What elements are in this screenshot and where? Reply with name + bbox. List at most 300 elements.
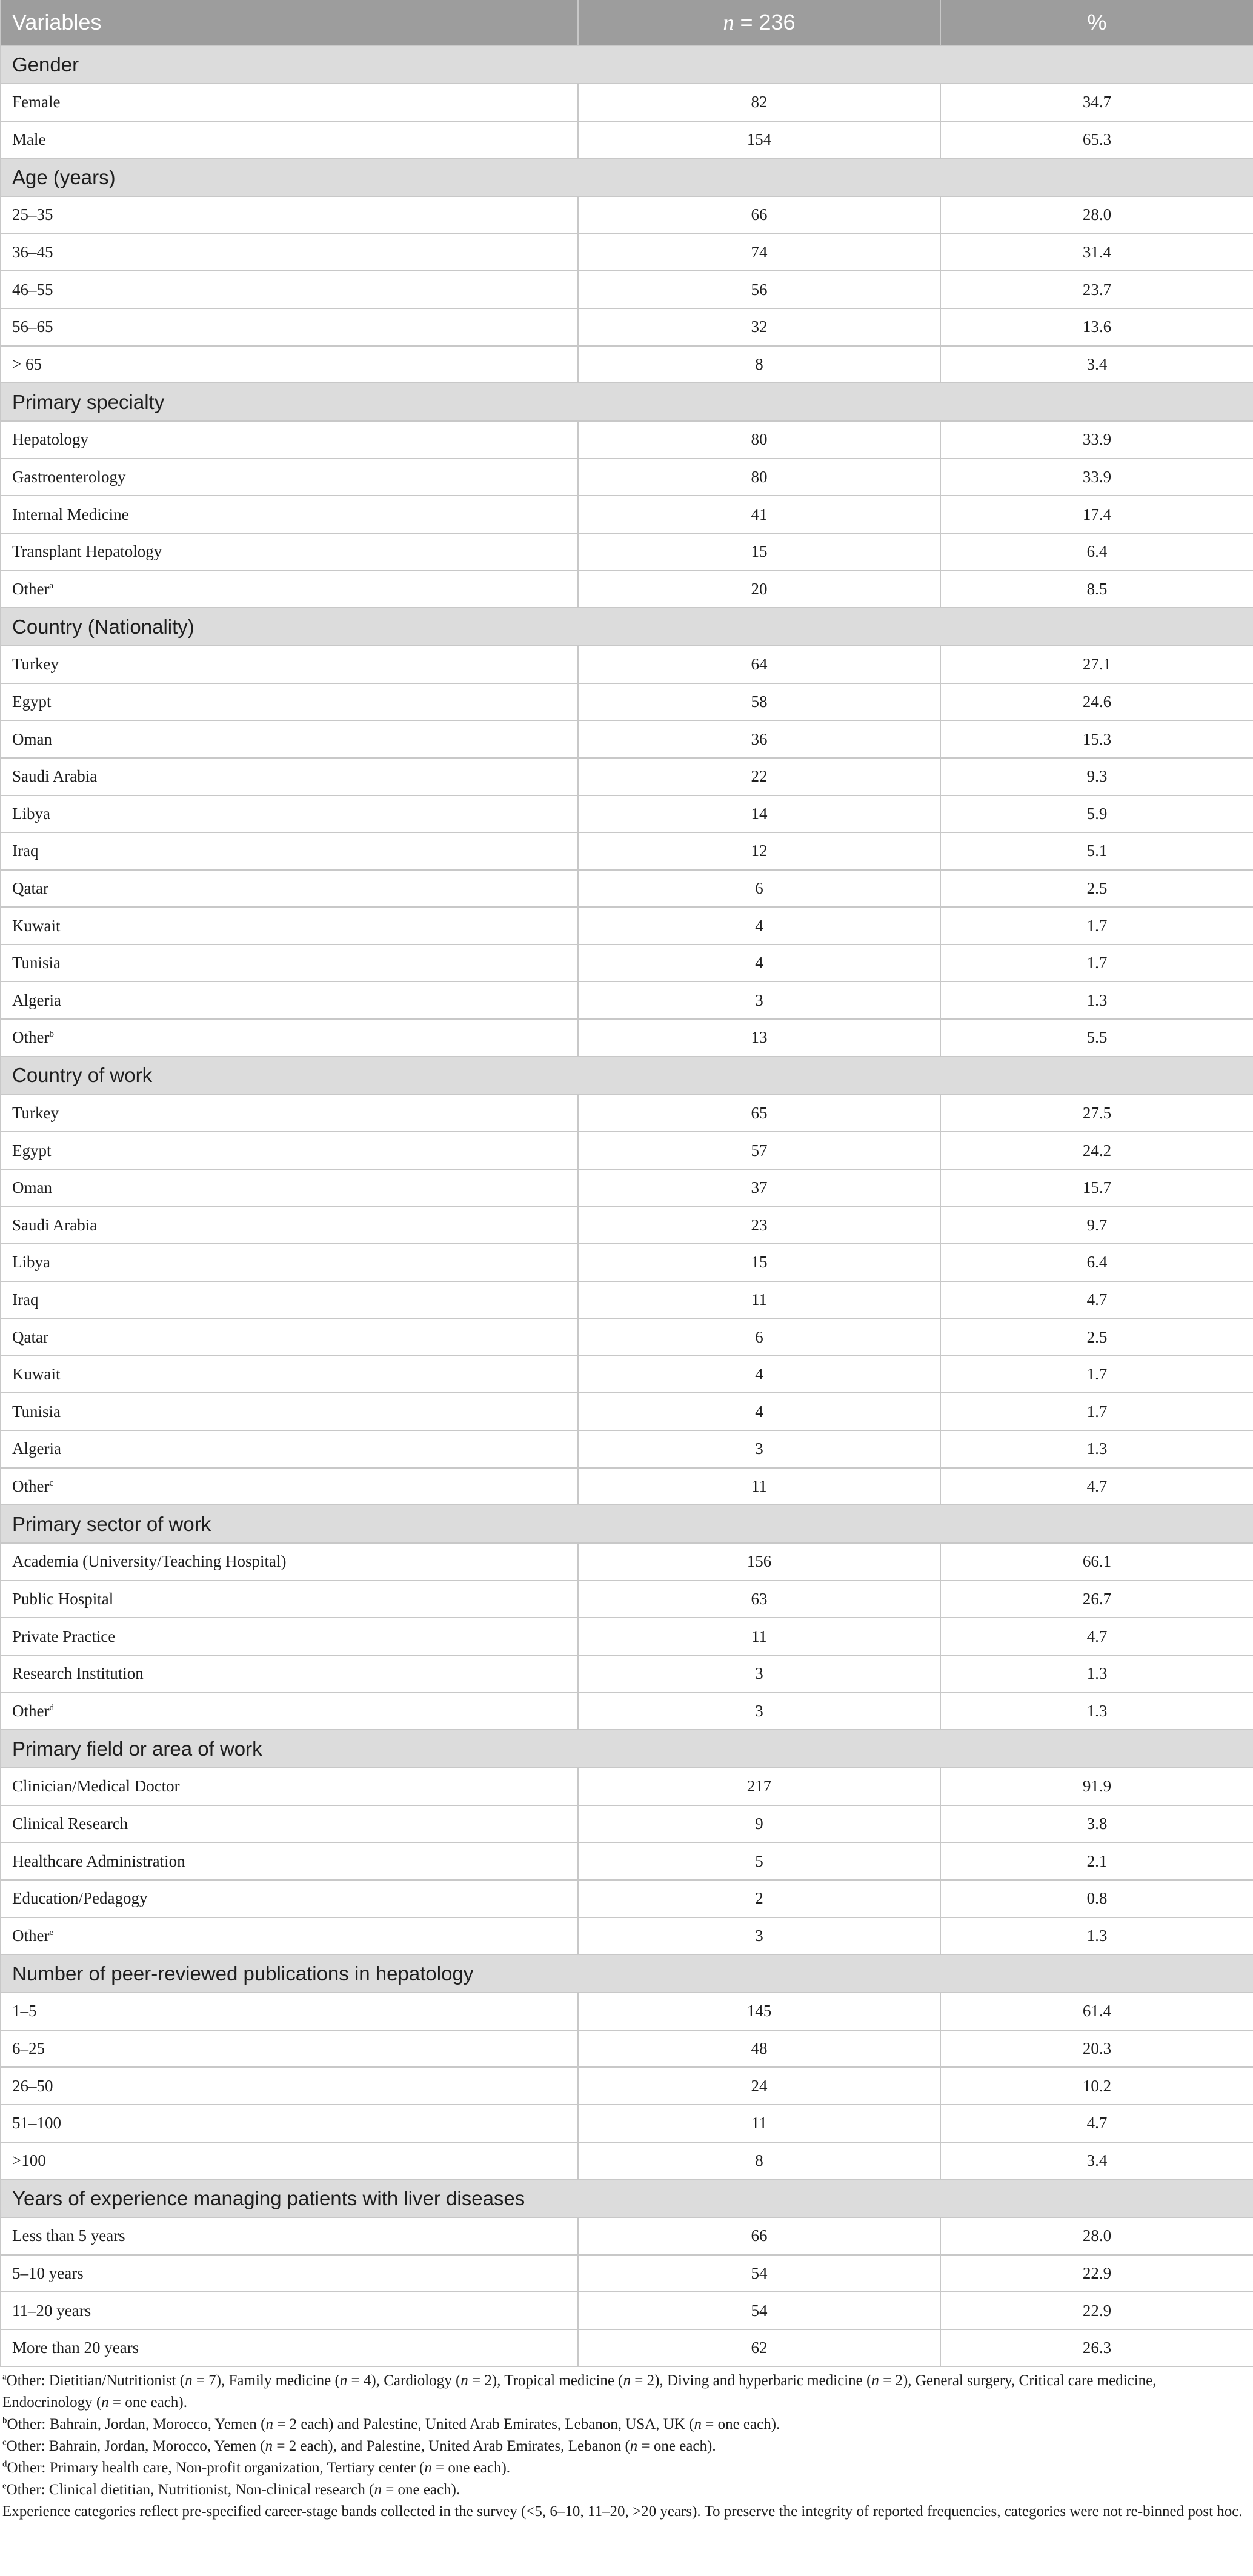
- percent-cell: 1.7: [940, 1393, 1253, 1430]
- table-row: [1, 1693, 1253, 1730]
- percent-cell: 10.2: [940, 2067, 1253, 2105]
- header-n-symbol: n: [723, 10, 734, 35]
- row-label-cell: [1, 646, 578, 683]
- row-label-cell: [1, 533, 578, 571]
- count-cell: 4: [578, 944, 940, 982]
- row-label: Internal Medicine: [12, 505, 129, 523]
- percent-cell: 4.7: [940, 1281, 1253, 1319]
- row-label-cell: [1, 944, 578, 982]
- percent-cell: 65.3: [940, 121, 1253, 159]
- row-label-cell: [1, 234, 578, 271]
- footnote-text: = 2 each) and Palestine, United Arab Emirates, Lebanon, USA, UK (: [273, 2416, 694, 2432]
- count-cell: 54: [578, 2255, 940, 2292]
- percent-cell: 24.6: [940, 683, 1253, 721]
- row-label-cell: [1, 720, 578, 758]
- percent-cell: 20.3: [940, 2030, 1253, 2068]
- table-row: [1, 571, 1253, 608]
- row-label-cell: [1, 683, 578, 721]
- row-label: Less than 5 years: [12, 2226, 125, 2245]
- footnote-text: = 2), Diving and hyperbaric medicine (: [631, 2372, 872, 2389]
- row-label-cell: [1, 496, 578, 533]
- count-cell: 54: [578, 2292, 940, 2329]
- row-label: Gastroenterology: [12, 468, 126, 486]
- percent-cell: 2.5: [940, 870, 1253, 908]
- row-label: 26–50: [12, 2076, 53, 2095]
- percent-cell: 33.9: [940, 421, 1253, 459]
- percent-cell: 15.7: [940, 1169, 1253, 1207]
- footnote-marker: b: [49, 1029, 54, 1040]
- table-row: [1, 1468, 1253, 1505]
- row-label-cell: [1, 1993, 578, 2030]
- table-row: [1, 870, 1253, 908]
- count-cell: 4: [578, 1356, 940, 1393]
- footnote-text: = 2), General surgery, Critical care medicine, Endocrinology (: [2, 2372, 1157, 2411]
- footnote-marker: c: [49, 1478, 54, 1488]
- row-label-cell: [1, 1095, 578, 1132]
- row-label: Iraq: [12, 842, 39, 860]
- footnote-n-symbol: n: [623, 2372, 631, 2389]
- percent-cell: 3.4: [940, 346, 1253, 383]
- table-row: [1, 1244, 1253, 1281]
- row-label-cell: [1, 2142, 578, 2180]
- row-label: Kuwait: [12, 1365, 61, 1384]
- row-label: Algeria: [12, 991, 61, 1009]
- row-label-cell: [1, 2217, 578, 2255]
- table-row: [1, 907, 1253, 944]
- row-label: Libya: [12, 804, 50, 823]
- table-row: [1, 121, 1253, 159]
- table-row: [1, 2105, 1253, 2142]
- count-cell: 13: [578, 1019, 940, 1057]
- percent-cell: 1.3: [940, 1917, 1253, 1955]
- row-label-cell: [1, 1356, 578, 1393]
- row-label-cell: [1, 2292, 578, 2329]
- percent-cell: 24.2: [940, 1132, 1253, 1169]
- row-label-cell: [1, 1581, 578, 1618]
- row-label: Oman: [12, 1178, 52, 1197]
- percent-cell: 5.5: [940, 1019, 1253, 1057]
- percent-cell: 33.9: [940, 459, 1253, 496]
- table-row: [1, 832, 1253, 870]
- table-row: [1, 981, 1253, 1019]
- row-label: 51–100: [12, 2114, 61, 2133]
- footnote: [2, 2479, 1245, 2501]
- table-row: [1, 234, 1253, 271]
- header-row: [1, 0, 1253, 45]
- section-title: Years of experience managing patients with liver diseases: [1, 2179, 1253, 2217]
- table-row: [1, 1393, 1253, 1430]
- row-label: Transplant Hepatology: [12, 542, 162, 561]
- section-title: Primary sector of work: [1, 1505, 1253, 1543]
- table-row: [1, 1655, 1253, 1693]
- row-label: Private Practice: [12, 1627, 116, 1645]
- row-label-cell: [1, 2329, 578, 2367]
- table-row: [1, 1768, 1253, 1805]
- row-label-cell: [1, 1393, 578, 1430]
- footnote-text: = 2 each), and Palestine, United Arab Emirates, Lebanon (: [273, 2438, 630, 2454]
- section-title: Primary specialty: [1, 383, 1253, 421]
- section-row: [1, 2179, 1253, 2217]
- footnote: [2, 2370, 1245, 2414]
- count-cell: 3: [578, 1430, 940, 1468]
- footnote-n-symbol: n: [265, 2416, 273, 2432]
- table-row: [1, 496, 1253, 533]
- row-label: Iraq: [12, 1290, 39, 1309]
- row-label-cell: [1, 196, 578, 234]
- header-variables: Variables: [1, 0, 578, 45]
- row-label: Clinical Research: [12, 1814, 128, 1833]
- footnote-text: = one each).: [637, 2438, 716, 2454]
- percent-cell: 6.4: [940, 533, 1253, 571]
- percent-cell: 4.7: [940, 2105, 1253, 2142]
- count-cell: 82: [578, 84, 940, 121]
- section-title: Primary field or area of work: [1, 1730, 1253, 1768]
- count-cell: 80: [578, 459, 940, 496]
- table-row: [1, 2030, 1253, 2068]
- section-title: Country (Nationality): [1, 608, 1253, 646]
- percent-cell: 15.3: [940, 720, 1253, 758]
- count-cell: 14: [578, 795, 940, 833]
- row-label-cell: [1, 2255, 578, 2292]
- row-label: Other: [12, 1701, 50, 1720]
- table-row: [1, 795, 1253, 833]
- row-label: Male: [12, 130, 46, 148]
- row-label: Egypt: [12, 1141, 52, 1160]
- footnote-marker: d: [49, 1702, 54, 1713]
- table-header: [1, 0, 1253, 45]
- header-n: [578, 0, 940, 45]
- table-row: [1, 646, 1253, 683]
- footnote-marker: a: [2, 2372, 7, 2382]
- row-label-cell: [1, 459, 578, 496]
- percent-cell: 31.4: [940, 234, 1253, 271]
- row-label-cell: [1, 2105, 578, 2142]
- footnote-n-symbol: n: [185, 2372, 193, 2389]
- row-label: Turkey: [12, 1103, 59, 1122]
- footnote-marker: a: [49, 580, 54, 591]
- row-label-cell: [1, 907, 578, 944]
- row-label: Saudi Arabia: [12, 767, 98, 786]
- count-cell: 66: [578, 2217, 940, 2255]
- count-cell: 20: [578, 571, 940, 608]
- count-cell: 37: [578, 1169, 940, 1207]
- footnote-n-symbol: n: [694, 2416, 702, 2432]
- row-label: 46–55: [12, 280, 53, 299]
- table-row: [1, 1095, 1253, 1132]
- row-label-cell: [1, 1543, 578, 1581]
- percent-cell: 23.7: [940, 271, 1253, 308]
- row-label-cell: [1, 84, 578, 121]
- percent-cell: 8.5: [940, 571, 1253, 608]
- row-label-cell: [1, 758, 578, 795]
- row-label: 5–10 years: [12, 2263, 84, 2282]
- table-row: [1, 1543, 1253, 1581]
- count-cell: 9: [578, 1805, 940, 1843]
- row-label: Female: [12, 93, 61, 111]
- row-label-cell: [1, 1468, 578, 1505]
- row-label-cell: [1, 1206, 578, 1244]
- row-label: 1–5: [12, 2002, 37, 2020]
- footnote-marker: b: [2, 2415, 7, 2426]
- count-cell: 63: [578, 1581, 940, 1618]
- footnote-marker: e: [2, 2481, 7, 2491]
- percent-cell: 1.7: [940, 944, 1253, 982]
- row-label-cell: [1, 2030, 578, 2068]
- table-row: [1, 683, 1253, 721]
- footnote-text: = one each).: [108, 2394, 187, 2411]
- footnote-text: = one each).: [431, 2460, 511, 2476]
- table-row: [1, 1318, 1253, 1356]
- count-cell: 6: [578, 1318, 940, 1356]
- row-label: 6–25: [12, 2039, 45, 2058]
- footnote-text: = 7), Family medicine (: [192, 2372, 340, 2389]
- row-label: Qatar: [12, 878, 48, 897]
- percent-cell: 3.8: [940, 1805, 1253, 1843]
- footnote-text: = 2), Tropical medicine (: [468, 2372, 623, 2389]
- percent-cell: 3.4: [940, 2142, 1253, 2180]
- count-cell: 74: [578, 234, 940, 271]
- footnote-n-symbol: n: [871, 2372, 879, 2389]
- count-cell: 8: [578, 2142, 940, 2180]
- footnote-marker: e: [49, 1927, 54, 1937]
- footnote-n-symbol: n: [460, 2372, 468, 2389]
- table-row: [1, 1281, 1253, 1319]
- percent-cell: 2.5: [940, 1318, 1253, 1356]
- table-row: [1, 2292, 1253, 2329]
- table-row: [1, 1993, 1253, 2030]
- table-row: [1, 1019, 1253, 1057]
- row-label: Qatar: [12, 1327, 48, 1346]
- row-label-cell: [1, 308, 578, 346]
- footnote-text: Other: Bahrain, Jordan, Morocco, Yemen (: [7, 2416, 266, 2432]
- count-cell: 15: [578, 533, 940, 571]
- table-row: [1, 720, 1253, 758]
- section-row: [1, 1505, 1253, 1543]
- table-row: [1, 758, 1253, 795]
- count-cell: 11: [578, 1468, 940, 1505]
- count-cell: 80: [578, 421, 940, 459]
- footnote-text: = 4), Cardiology (: [347, 2372, 461, 2389]
- footnote-text: Other: Clinical dietitian, Nutritionist, Non-clinical research (: [6, 2481, 374, 2498]
- percent-cell: 13.6: [940, 308, 1253, 346]
- row-label: 56–65: [12, 317, 53, 336]
- table-footnotes: [0, 2370, 1245, 2523]
- table-row: [1, 1169, 1253, 1207]
- count-cell: 3: [578, 1655, 940, 1693]
- table-row: [1, 196, 1253, 234]
- percent-cell: 1.3: [940, 1655, 1253, 1693]
- count-cell: 6: [578, 870, 940, 908]
- row-label: Algeria: [12, 1439, 61, 1458]
- count-cell: 8: [578, 346, 940, 383]
- percent-cell: 66.1: [940, 1543, 1253, 1581]
- percent-cell: 5.1: [940, 832, 1253, 870]
- count-cell: 24: [578, 2067, 940, 2105]
- table-row: [1, 459, 1253, 496]
- footnote: [2, 2501, 1245, 2523]
- section-row: [1, 383, 1253, 421]
- count-cell: 11: [578, 1281, 940, 1319]
- percent-cell: 22.9: [940, 2292, 1253, 2329]
- row-label: 25–35: [12, 205, 53, 224]
- footnote: [2, 2435, 1245, 2457]
- count-cell: 62: [578, 2329, 940, 2367]
- row-label: Healthcare Administration: [12, 1851, 185, 1870]
- count-cell: 36: [578, 720, 940, 758]
- table-row: [1, 2067, 1253, 2105]
- row-label-cell: [1, 1318, 578, 1356]
- percent-cell: 4.7: [940, 1618, 1253, 1655]
- footnote: [2, 2457, 1245, 2479]
- percent-cell: 5.9: [940, 795, 1253, 833]
- percent-cell: 2.1: [940, 1842, 1253, 1880]
- footnote-n-symbol: n: [265, 2438, 273, 2454]
- count-cell: 156: [578, 1543, 940, 1581]
- table-row: [1, 1581, 1253, 1618]
- percent-cell: 28.0: [940, 196, 1253, 234]
- row-label-cell: [1, 832, 578, 870]
- section-title: Gender: [1, 45, 1253, 84]
- row-label: 11–20 years: [12, 2301, 91, 2320]
- table-row: [1, 533, 1253, 571]
- count-cell: 48: [578, 2030, 940, 2068]
- row-label-cell: [1, 1842, 578, 1880]
- row-label: Hepatology: [12, 430, 88, 449]
- table-row: [1, 1206, 1253, 1244]
- percent-cell: 1.3: [940, 981, 1253, 1019]
- footnote: [2, 2414, 1245, 2435]
- footnote-n-symbol: n: [339, 2372, 348, 2389]
- row-label-cell: [1, 1693, 578, 1730]
- percent-cell: 1.3: [940, 1693, 1253, 1730]
- row-label-cell: [1, 1169, 578, 1207]
- row-label-cell: [1, 1768, 578, 1805]
- count-cell: 12: [578, 832, 940, 870]
- row-label-cell: [1, 1244, 578, 1281]
- percent-cell: 1.7: [940, 907, 1253, 944]
- row-label-cell: [1, 421, 578, 459]
- table-body: [1, 45, 1253, 2366]
- row-label-cell: [1, 870, 578, 908]
- percent-cell: 1.3: [940, 1430, 1253, 1468]
- row-label-cell: [1, 1281, 578, 1319]
- table-row: [1, 1805, 1253, 1843]
- footnote-marker: c: [2, 2437, 7, 2448]
- section-title: Age (years): [1, 158, 1253, 196]
- percent-cell: 0.8: [940, 1880, 1253, 1917]
- section-row: [1, 1057, 1253, 1095]
- row-label-cell: [1, 2067, 578, 2105]
- table-row: [1, 1880, 1253, 1917]
- row-label: Other: [12, 1028, 50, 1047]
- row-label: Tunisia: [12, 954, 61, 972]
- row-label: Public Hospital: [12, 1590, 114, 1608]
- count-cell: 3: [578, 1693, 940, 1730]
- table-row: [1, 2255, 1253, 2292]
- row-label: Education/Pedagogy: [12, 1889, 148, 1908]
- header-n-value: = 236: [734, 10, 796, 35]
- count-cell: 5: [578, 1842, 940, 1880]
- percent-cell: 91.9: [940, 1768, 1253, 1805]
- row-label-cell: [1, 571, 578, 608]
- table-row: [1, 1618, 1253, 1655]
- count-cell: 3: [578, 981, 940, 1019]
- row-label: Saudi Arabia: [12, 1215, 98, 1234]
- footnote-text: Other: Dietitian/Nutritionist (: [6, 2372, 185, 2389]
- row-label: Kuwait: [12, 916, 61, 935]
- count-cell: 22: [578, 758, 940, 795]
- footnote-text: Other: Bahrain, Jordan, Morocco, Yemen (: [6, 2438, 265, 2454]
- section-title: Number of peer-reviewed publications in hepatology: [1, 1954, 1253, 1993]
- percent-cell: 1.7: [940, 1356, 1253, 1393]
- section-row: [1, 45, 1253, 84]
- count-cell: 4: [578, 907, 940, 944]
- row-label: Oman: [12, 729, 52, 748]
- count-cell: 66: [578, 196, 940, 234]
- row-label: Turkey: [12, 655, 59, 674]
- row-label-cell: [1, 346, 578, 383]
- footnote-n-symbol: n: [424, 2460, 432, 2476]
- table-row: [1, 1132, 1253, 1169]
- row-label: Tunisia: [12, 1402, 61, 1421]
- count-cell: 64: [578, 646, 940, 683]
- footnote-text: = one each).: [701, 2416, 780, 2432]
- count-cell: 154: [578, 121, 940, 159]
- footnote-n-symbol: n: [374, 2481, 382, 2498]
- row-label: Other: [12, 1926, 50, 1945]
- row-label-cell: [1, 121, 578, 159]
- count-cell: 23: [578, 1206, 940, 1244]
- percent-cell: 6.4: [940, 1244, 1253, 1281]
- table-row: [1, 421, 1253, 459]
- count-cell: 11: [578, 2105, 940, 2142]
- row-label-cell: [1, 271, 578, 308]
- count-cell: 217: [578, 1768, 940, 1805]
- row-label: >100: [12, 2151, 46, 2169]
- row-label: Academia (University/Teaching Hospital): [12, 1552, 287, 1571]
- footnote-text: Other: Primary health care, Non-profit organization, Tertiary center (: [7, 2460, 425, 2476]
- row-label: 36–45: [12, 243, 53, 262]
- count-cell: 145: [578, 1993, 940, 2030]
- row-label-cell: [1, 1880, 578, 1917]
- percent-cell: 26.7: [940, 1581, 1253, 1618]
- row-label: More than 20 years: [12, 2339, 139, 2357]
- row-label: Other: [12, 579, 50, 598]
- row-label-cell: [1, 1917, 578, 1955]
- table-row: [1, 944, 1253, 982]
- count-cell: 65: [578, 1095, 940, 1132]
- table-row: [1, 308, 1253, 346]
- percent-cell: 22.9: [940, 2255, 1253, 2292]
- table-row: [1, 2142, 1253, 2180]
- row-label-cell: [1, 1655, 578, 1693]
- count-cell: 32: [578, 308, 940, 346]
- row-label-cell: [1, 1132, 578, 1169]
- table-row: [1, 2329, 1253, 2367]
- percent-cell: 26.3: [940, 2329, 1253, 2367]
- count-cell: 4: [578, 1393, 940, 1430]
- percent-cell: 27.5: [940, 1095, 1253, 1132]
- row-label-cell: [1, 981, 578, 1019]
- row-label: Research Institution: [12, 1664, 144, 1683]
- percent-cell: 27.1: [940, 646, 1253, 683]
- section-row: [1, 158, 1253, 196]
- row-label: Other: [12, 1476, 50, 1495]
- footnote-text: = one each).: [381, 2481, 460, 2498]
- row-label-cell: [1, 1618, 578, 1655]
- table-row: [1, 1917, 1253, 1955]
- percent-cell: 28.0: [940, 2217, 1253, 2255]
